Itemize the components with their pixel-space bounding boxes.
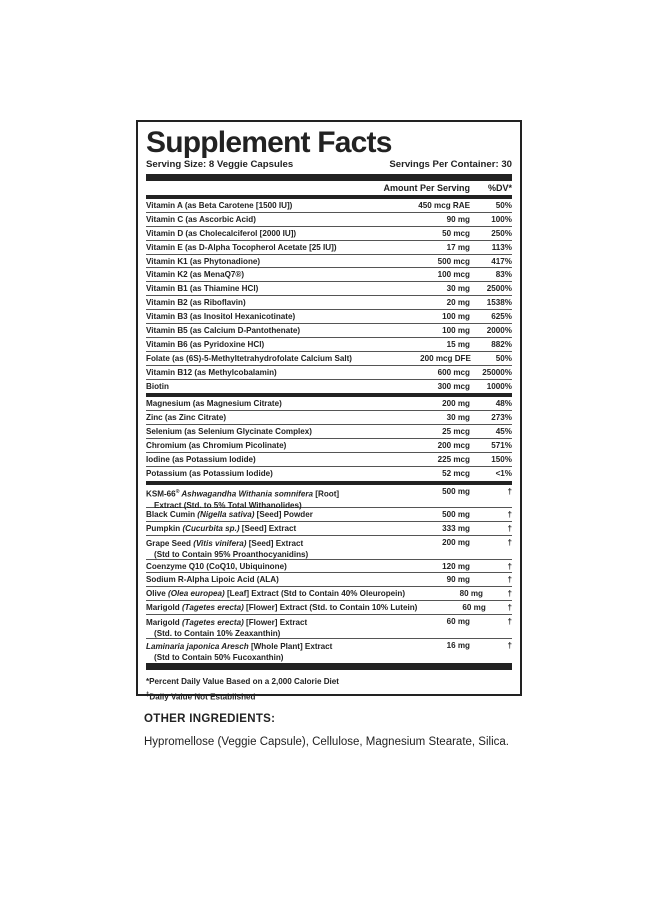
nutrient-amount: 100 mg	[442, 325, 470, 335]
other-ingredients-title: OTHER INGREDIENTS:	[144, 713, 276, 725]
nutrient-name: Chromium (as Chromium Picolinate)	[146, 441, 287, 451]
nutrient-dv: 625%	[491, 312, 512, 322]
nutrient-amount: 200 mcg	[437, 441, 470, 451]
nutrient-amount: 50 mcg	[442, 228, 470, 238]
column-header	[146, 181, 512, 195]
nutrient-dv: 113%	[491, 242, 512, 252]
nutrient-row	[146, 213, 512, 227]
nutrient-name: Biotin	[146, 382, 169, 392]
nutrient-dv: 1538%	[486, 298, 512, 308]
nutrient-name: Folate (as (6S)-5-Methyltetrahydrofolate Calcium Salt)	[146, 353, 352, 363]
nutrient-row	[146, 439, 512, 453]
dagger-icon: †	[507, 486, 512, 496]
nutrient-dv: 417%	[491, 256, 512, 266]
nutrient-dv: 250%	[491, 228, 512, 238]
nutrient-dv: <1%	[495, 469, 512, 479]
other-ingredients-text: Hypromellose (Veggie Capsule), Cellulose, Magnesium Stearate, Silica.	[144, 736, 509, 748]
list-item: Black Cumin (Nigella sativa) [Seed] Powder 500 mg †	[146, 508, 512, 522]
vitamins-section	[146, 199, 512, 393]
nutrient-name: Vitamin B1 (as Thiamine HCl)	[146, 284, 259, 294]
nutrient-amount: 600 mcg	[437, 367, 470, 377]
nutrient-row	[146, 282, 512, 296]
supplement-facts-panel	[136, 120, 522, 702]
list-item: KSM-66® Ashwagandha Withania somnifera [Root] Extract (Std. to 5% Total Withanolides) 500 mg †	[146, 486, 512, 510]
nutrient-row	[146, 453, 512, 467]
dagger-icon: †	[507, 603, 512, 613]
nutrient-amount: 500 mcg	[437, 256, 470, 266]
list-item: Pumpkin (Cucurbita sp.) [Seed] Extract 333 mg †	[146, 522, 512, 536]
dagger-icon: †	[507, 589, 512, 599]
nutrient-row	[146, 338, 512, 352]
nutrient-amount: 30 mg	[446, 284, 470, 294]
dagger-icon: †	[507, 617, 512, 627]
dagger-icon: †	[507, 524, 512, 534]
nutrient-name: Vitamin K1 (as Phytonadione)	[146, 256, 261, 266]
nutrient-name: Vitamin B5 (as Calcium D-Pantothenate)	[146, 325, 301, 335]
nutrient-dv: 25000%	[482, 367, 512, 377]
nutrient-row	[146, 324, 512, 338]
nutrient-name: Zinc (as Zinc Citrate)	[146, 413, 227, 423]
nutrient-amount: 25 mcg	[442, 427, 470, 437]
nutrient-dv: 1000%	[486, 382, 512, 392]
header-amount: Amount Per Serving	[383, 183, 470, 193]
nutrient-amount: 100 mg	[442, 312, 470, 322]
nutrient-dv: 45%	[495, 427, 512, 437]
footnote-dagger: †Daily Value Not Established	[146, 692, 256, 702]
nutrient-row	[146, 227, 512, 241]
nutrient-name: Vitamin E (as D-Alpha Tocopherol Acetate [25 IU])	[146, 242, 337, 252]
minerals-section	[146, 397, 512, 480]
nutrient-amount: 17 mg	[446, 242, 470, 252]
header-dv: %DV*	[487, 183, 512, 193]
servings-per-container: Servings Per Container: 30	[389, 159, 512, 170]
nutrient-name: Vitamin K2 (as MenaQ7®)	[146, 270, 245, 280]
nutrient-dv: 150%	[491, 454, 512, 464]
nutrient-name: Magnesium (as Magnesium Citrate)	[146, 399, 282, 409]
dagger-icon: †	[507, 561, 512, 571]
nutrient-dv: 100%	[491, 214, 512, 224]
dagger-icon: †	[507, 510, 512, 520]
nutrient-dv: 882%	[491, 339, 512, 349]
divider-thick	[146, 174, 512, 181]
list-item: Marigold (Tagetes erecta) [Flower] Extract (Std. to Contain 10% Zeaxanthin) 60 mg †	[146, 617, 512, 639]
nutrient-dv: 273%	[491, 413, 512, 423]
nutrient-amount: 450 mcg RAE	[418, 200, 470, 210]
nutrient-amount: 300 mcg	[437, 382, 470, 392]
nutrient-row	[146, 380, 512, 394]
list-item: Sodium R-Alpha Lipoic Acid (ALA) 90 mg †	[146, 573, 512, 587]
nutrient-dv: 50%	[495, 353, 512, 363]
nutrient-row	[146, 241, 512, 255]
list-item: Laminaria japonica Aresch [Whole Plant] Extract (Std to Contain 50% Fucoxanthin) 16 mg †	[146, 640, 512, 662]
nutrient-row	[146, 255, 512, 269]
serving-size: Serving Size: 8 Veggie Capsules	[146, 159, 294, 170]
panel-title: Supplement Facts	[146, 126, 392, 159]
nutrient-row	[146, 467, 512, 481]
nutrient-amount: 100 mcg	[437, 270, 470, 280]
nutrient-dv: 83%	[495, 270, 512, 280]
nutrient-name: Potassium (as Potassium Iodide)	[146, 469, 273, 479]
nutrient-row	[146, 397, 512, 411]
nutrient-row	[146, 268, 512, 282]
nutrient-row	[146, 310, 512, 324]
nutrient-dv: 571%	[491, 441, 512, 451]
nutrient-amount: 15 mg	[446, 339, 470, 349]
nutrient-amount: 200 mg	[442, 399, 470, 409]
footnote-percent: *Percent Daily Value Based on a 2,000 Calorie Diet	[146, 677, 339, 687]
nutrient-row	[146, 411, 512, 425]
nutrient-name: Vitamin C (as Ascorbic Acid)	[146, 214, 256, 224]
botanicals-section	[146, 485, 512, 662]
list-item: Grape Seed (Vitis vinifera) [Seed] Extract (Std to Contain 95% Proanthocyanidins) 200 mg †	[146, 538, 512, 560]
dagger-icon: †	[146, 692, 150, 699]
dagger-icon: †	[507, 538, 512, 548]
list-item: Marigold (Tagetes erecta) [Flower] Extract (Std. to Contain 10% Lutein) 60 mg †	[146, 601, 512, 615]
nutrient-dv: 50%	[495, 200, 512, 210]
nutrient-name: Vitamin A (as Beta Carotene [1500 IU])	[146, 200, 293, 210]
nutrient-amount: 200 mcg DFE	[420, 353, 471, 363]
nutrient-row	[146, 352, 512, 366]
dagger-icon: †	[507, 640, 512, 650]
nutrient-name: Vitamin B3 (as Inositol Hexanicotinate)	[146, 312, 296, 322]
nutrient-dv: 48%	[495, 399, 512, 409]
nutrient-amount: 30 mg	[446, 413, 470, 423]
nutrient-dv: 2000%	[486, 325, 512, 335]
nutrient-amount: 90 mg	[446, 214, 470, 224]
nutrient-name: Vitamin D (as Cholecalciferol [2000 IU])	[146, 228, 297, 238]
nutrient-amount: 20 mg	[446, 298, 470, 308]
nutrient-name: Vitamin B2 (as Riboflavin)	[146, 298, 246, 308]
nutrient-row	[146, 425, 512, 439]
nutrient-name: Vitamin B12 (as Methylcobalamin)	[146, 367, 277, 377]
nutrient-row	[146, 296, 512, 310]
nutrient-amount: 52 mcg	[442, 469, 470, 479]
nutrient-row	[146, 366, 512, 380]
dagger-icon: †	[507, 575, 512, 585]
nutrient-row	[146, 199, 512, 213]
divider-thick	[146, 663, 512, 670]
list-item: Coenzyme Q10 (CoQ10, Ubiquinone) 120 mg †	[146, 560, 512, 574]
nutrient-name: Iodine (as Potassium Iodide)	[146, 454, 256, 464]
nutrient-dv: 2500%	[486, 284, 512, 294]
list-item: Olive (Olea europea) [Leaf] Extract (Std to Contain 40% Oleuropein) 80 mg †	[146, 587, 512, 601]
nutrient-name: Selenium (as Selenium Glycinate Complex)	[146, 427, 312, 437]
serving-info	[146, 159, 512, 172]
nutrient-name: Vitamin B6 (as Pyridoxine HCl)	[146, 339, 265, 349]
nutrient-amount: 225 mcg	[437, 454, 470, 464]
